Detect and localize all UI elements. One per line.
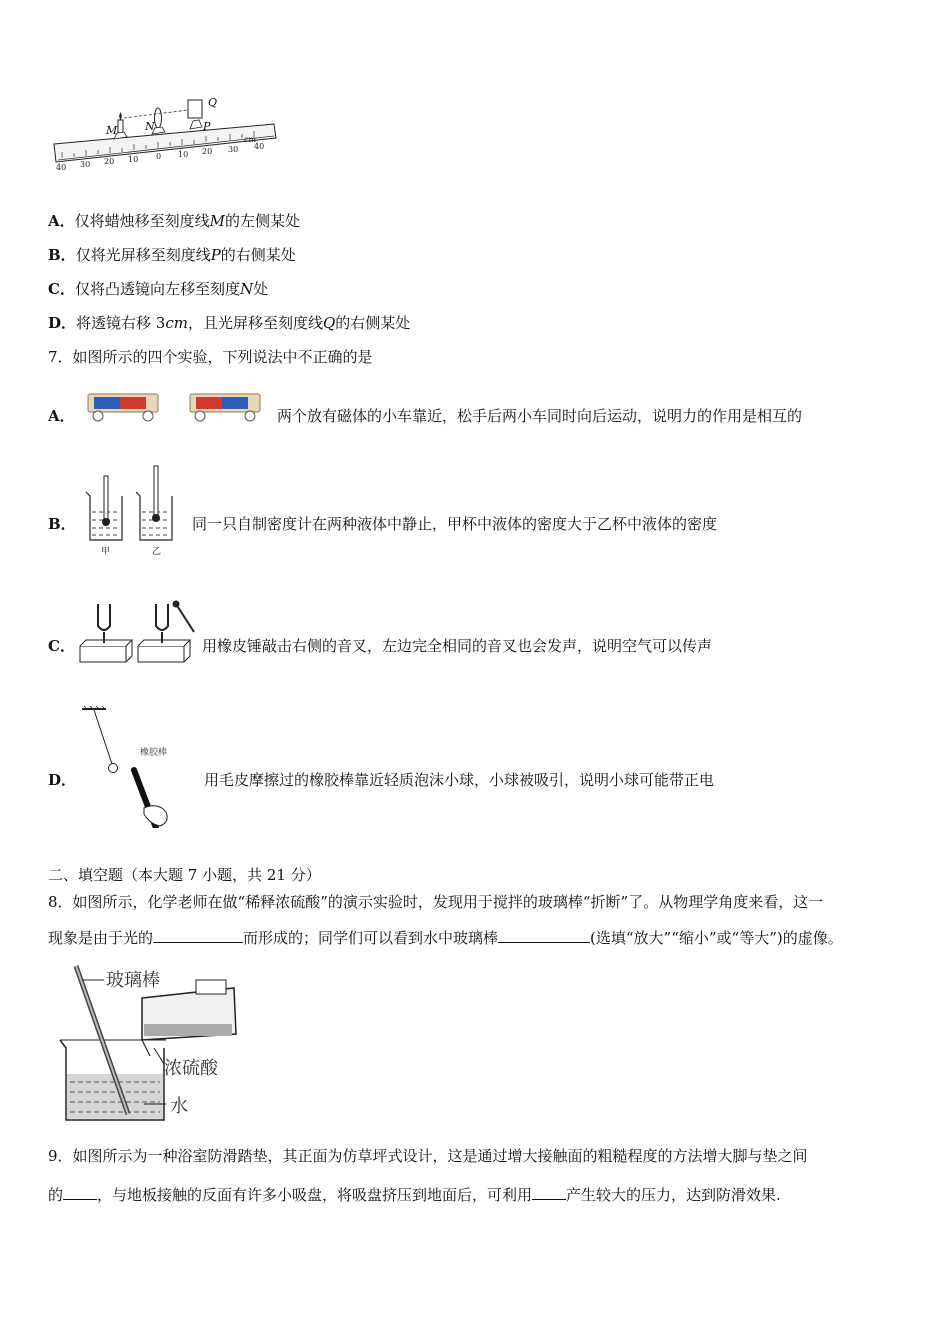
tick-label: 0 (156, 152, 162, 161)
q7-option-d-text: 用毛皮摩擦过的橡胶棒靠近轻质泡沫小球，小球被吸引，说明小球可能带正电 (204, 771, 715, 789)
label-p: P (203, 120, 211, 133)
tick-label: 10 (128, 155, 139, 164)
tick-label: 40 (56, 163, 67, 172)
magnet-carts-figure (86, 388, 272, 428)
q7-option-a-letter: A． (48, 407, 75, 425)
q8-blank-1[interactable] (153, 928, 243, 943)
tick-label: 20 (104, 157, 115, 166)
tick-label: 30 (80, 160, 91, 169)
q6-option-a: A．仅将蜡烛移至刻度线M的左侧某处 (48, 212, 301, 230)
beaker-label-jia: 甲 (101, 547, 111, 557)
rubber-rod-label: 橡胶棒 (140, 748, 168, 758)
q6-option-c: C．仅将凸透镜向左移至刻度N处 (48, 280, 269, 298)
tick-label: 10 (178, 150, 189, 159)
q9-line-2: 的 ，与地板接触的反面有许多小吸盘，将吸盘挤压到地面后，可利用 产生较大的压力，达到防滑效果. (48, 1186, 781, 1204)
q7-option-c-letter: C． (48, 637, 75, 655)
label-n: N (145, 120, 155, 133)
q9-line-1: 9．如图所示为一种浴室防滑踏垫，其正面为仿草坪式设计，这是通过增大接触面的粗糙程度的方法增大脚与垫之间 (48, 1147, 808, 1165)
label-m: M (106, 124, 118, 137)
beaker-label-yi: 乙 (152, 547, 162, 557)
q7-option-b-letter: B． (48, 515, 76, 533)
glass-rod-label: 玻璃棒 (106, 970, 160, 991)
q7-option-c-text: 用橡皮锤敲击右侧的音叉，左边完全相同的音叉也会发声，说明空气可以传声 (202, 637, 713, 655)
tick-label: 40 (254, 142, 265, 151)
q8-blank-2[interactable] (498, 928, 590, 943)
q6-option-d: D．将透镜右移 3cm，且光屏移至刻度线Q的右侧某处 (48, 314, 411, 332)
q6-option-b: B．仅将光屏移至刻度线P的右侧某处 (48, 246, 296, 264)
q7-option-d-letter: D． (48, 771, 77, 789)
hydrometer-beakers-figure (82, 462, 184, 558)
water-label: 水 (170, 1096, 188, 1117)
unit-label: cm (244, 135, 257, 144)
q8-line-2: 现象是由于光的 而形成的；同学们可以看到水中玻璃棒 (选填“放大”“缩小”或“等大”)的虚像。 (48, 929, 843, 947)
label-q: Q (208, 96, 218, 109)
q7-option-b-text: 同一只自制密度计在两种液体中静止，甲杯中液体的密度大于乙杯中液体的密度 (192, 515, 718, 533)
q7-stem: 7．如图所示的四个实验，下列说法中不正确的是 (48, 348, 373, 366)
tick-label: 20 (202, 147, 213, 156)
glass-rod-acid-figure (46, 964, 242, 1124)
q9-blank-1[interactable] (63, 1185, 97, 1200)
q9-blank-2[interactable] (532, 1185, 566, 1200)
optical-bench-figure (48, 92, 288, 178)
acid-label: 浓硫酸 (164, 1058, 218, 1079)
q7-option-a-text: 两个放有磁体的小车靠近，松手后两小车同时向后运动，说明力的作用是相互的 (277, 407, 803, 425)
rubber-rod-figure (80, 704, 200, 828)
section-title: 二、填空题（本大题 7 小题，共 21 分） (48, 866, 321, 884)
q8-line-1: 8．如图所示，化学老师在做“稀释浓硫酸”的演示实验时，发现用于搅拌的玻璃棒“折断”了。从物理学角度来看，这一 (48, 893, 824, 911)
tick-label: 30 (228, 145, 239, 154)
tuning-forks-figure (76, 598, 198, 670)
